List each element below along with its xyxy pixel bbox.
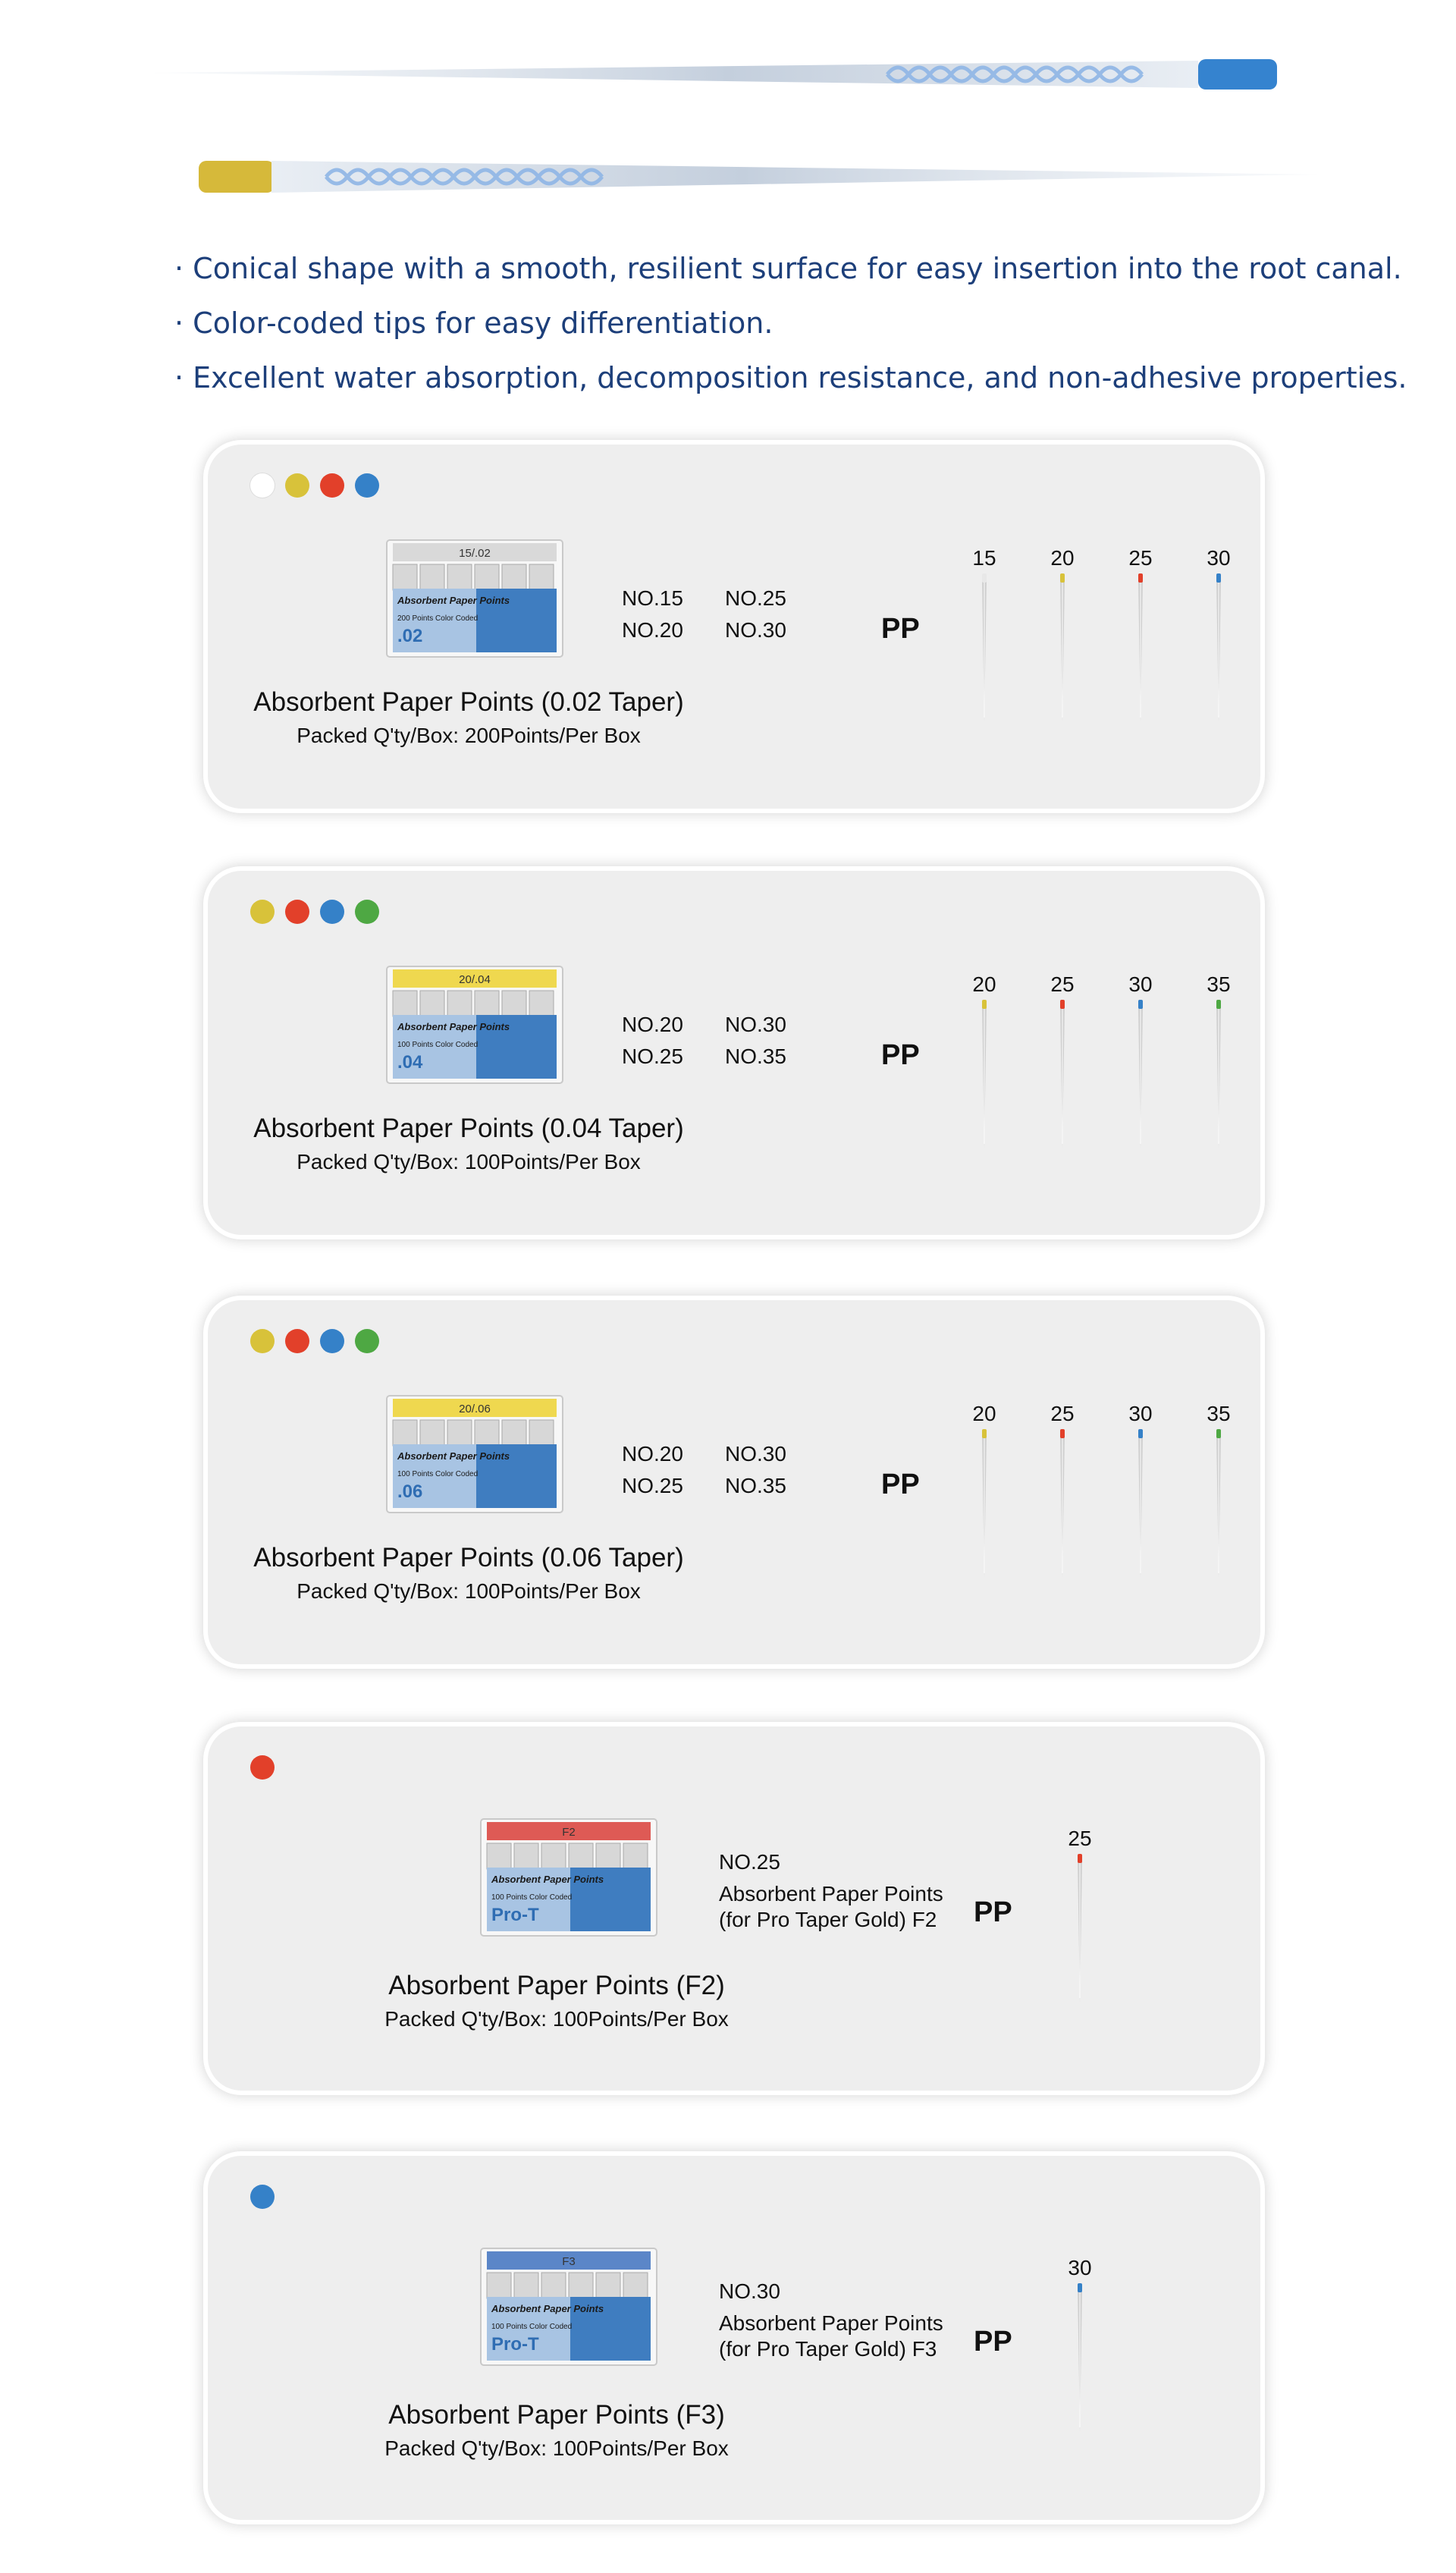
box-brand-label: Absorbent Paper Points xyxy=(397,595,510,606)
product-card-f3 xyxy=(208,2156,1260,2520)
box-count-label: 100 Points Color Coded xyxy=(491,2323,573,2331)
paper-point-size-35 xyxy=(1203,972,1234,1151)
paper-point-blue-tip xyxy=(152,59,1277,90)
box-header-label: 20/.06 xyxy=(459,1403,491,1415)
product-box-image xyxy=(385,965,564,1085)
box-count-label: 100 Points Color Coded xyxy=(397,1470,479,1478)
paper-point-needle xyxy=(1125,573,1156,725)
paper-point-size-label: 30 xyxy=(1128,1402,1153,1425)
description-line: Absorbent Paper Points xyxy=(719,1882,943,1905)
color-dot-green xyxy=(355,900,379,924)
box-brand-label: Absorbent Paper Points xyxy=(491,2303,604,2314)
box-code-label: .06 xyxy=(397,1481,423,1502)
size-description xyxy=(719,1849,943,1933)
box-code-label: .02 xyxy=(397,626,423,646)
box-count-label: 200 Points Color Coded xyxy=(397,614,479,623)
paper-point-needle xyxy=(969,573,999,725)
paper-point-size-30 xyxy=(1125,1402,1156,1581)
product-name: Absorbent Paper Points (0.02 Taper) xyxy=(253,687,684,717)
feature-item: · Conical shape with a smooth, resilient surface for easy insertion into the root canal. xyxy=(174,252,1402,285)
paper-point-size-20 xyxy=(1047,546,1078,725)
product-box-image xyxy=(385,539,564,658)
color-dot-green xyxy=(355,1329,379,1353)
size-number: NO.20 xyxy=(622,1013,683,1036)
paper-point-color-tip xyxy=(1138,1429,1143,1438)
description-line: (for Pro Taper Gold) F2 xyxy=(719,1908,937,1931)
color-dot-yellow xyxy=(285,473,309,498)
box-brand-label: Absorbent Paper Points xyxy=(491,1874,604,1885)
paper-point-needle xyxy=(1203,1429,1234,1581)
paper-point-size-label: 15 xyxy=(972,546,996,570)
paper-point-size-20 xyxy=(969,1402,999,1581)
paper-point-color-tip xyxy=(1216,1000,1221,1009)
color-dot-red xyxy=(285,900,309,924)
paper-point-color-tip xyxy=(1138,573,1143,583)
paper-point-size-15 xyxy=(969,546,999,725)
feature-list xyxy=(174,241,1407,405)
size-number: NO.25 xyxy=(622,1045,683,1068)
paper-point-size-label: 25 xyxy=(1128,546,1153,570)
product-name: Absorbent Paper Points (F3) xyxy=(388,2400,725,2430)
paper-point-color-tip xyxy=(982,573,987,583)
color-dots xyxy=(250,900,379,924)
paper-point-size-25 xyxy=(1047,972,1078,1151)
size-number: NO.35 xyxy=(725,1045,786,1068)
paper-point-needle xyxy=(1065,2283,1095,2435)
size-number: NO.30 xyxy=(725,618,786,642)
material-label: PP xyxy=(974,2326,1012,2358)
size-number: NO.30 xyxy=(725,1013,786,1036)
material-label: PP xyxy=(974,1896,1012,1928)
paper-point-color-tip xyxy=(1078,1854,1082,1863)
paper-point-size-label: 30 xyxy=(1207,546,1231,570)
paper-point-needle xyxy=(1203,573,1234,725)
size-number: NO.20 xyxy=(622,1442,683,1466)
box-code-label: Pro-T xyxy=(491,1905,539,1925)
paper-point-needle xyxy=(1203,1000,1234,1151)
size-number: NO.25 xyxy=(725,586,786,610)
size-number: NO.20 xyxy=(622,618,683,642)
packing-quantity: Packed Q'ty/Box: 100Points/Per Box xyxy=(384,2436,729,2460)
paper-point-needle xyxy=(969,1429,999,1581)
size-number: NO.25 xyxy=(622,1474,683,1497)
color-dot-blue xyxy=(250,2185,275,2209)
paper-point-needle xyxy=(1125,1429,1156,1581)
paper-point-size-25 xyxy=(1125,546,1156,725)
color-dot-red xyxy=(320,473,344,498)
size-number: NO.30 xyxy=(725,1442,786,1466)
paper-point-size-30 xyxy=(1203,546,1234,725)
paper-point-color-tip xyxy=(1060,1429,1065,1438)
product-card-f2 xyxy=(208,1726,1260,2091)
product-card-006 xyxy=(208,1300,1260,1664)
box-code-label: Pro-T xyxy=(491,2334,539,2355)
paper-point-size-label: 30 xyxy=(1068,2256,1092,2279)
paper-point-size-label: 25 xyxy=(1050,972,1075,996)
color-dot-blue xyxy=(320,900,344,924)
paper-point-color-tip xyxy=(1078,2283,1082,2292)
feature-item: · Excellent water absorption, decomposition resistance, and non-adhesive properties. xyxy=(174,361,1407,394)
paper-point-needle xyxy=(1125,1000,1156,1151)
paper-point-needle xyxy=(1047,573,1078,725)
paper-point-color-tip xyxy=(1216,1429,1221,1438)
paper-point-size-label: 35 xyxy=(1207,972,1231,996)
paper-point-size-30 xyxy=(1065,2256,1095,2435)
paper-point-color-tip xyxy=(1060,1000,1065,1009)
packing-quantity: Packed Q'ty/Box: 100Points/Per Box xyxy=(297,1579,641,1603)
paper-point-size-30 xyxy=(1125,972,1156,1151)
paper-point-needle xyxy=(969,1000,999,1151)
paper-point-size-20 xyxy=(969,972,999,1151)
paper-point-size-label: 35 xyxy=(1207,1402,1231,1425)
material-label: PP xyxy=(881,1039,920,1071)
packing-quantity: Packed Q'ty/Box: 100Points/Per Box xyxy=(384,2007,729,2031)
paper-point-needle xyxy=(1047,1429,1078,1581)
product-name: Absorbent Paper Points (F2) xyxy=(388,1971,725,2000)
paper-point-size-25 xyxy=(1065,1827,1095,2006)
product-box-image xyxy=(385,1394,564,1514)
paper-point-color-tip xyxy=(1138,1000,1143,1009)
color-dot-red xyxy=(250,1755,275,1780)
paper-point-color-tip xyxy=(1216,573,1221,583)
color-dot-yellow xyxy=(250,900,275,924)
packing-quantity: Packed Q'ty/Box: 200Points/Per Box xyxy=(297,724,641,747)
color-dot-blue xyxy=(320,1329,344,1353)
product-card-004 xyxy=(208,871,1260,1235)
color-dot-yellow xyxy=(250,1329,275,1353)
size-numbers xyxy=(622,1438,828,1502)
size-number: NO.35 xyxy=(725,1474,786,1497)
size-description xyxy=(719,2279,943,2362)
packing-quantity: Packed Q'ty/Box: 100Points/Per Box xyxy=(297,1150,641,1173)
box-count-label: 100 Points Color Coded xyxy=(491,1893,573,1902)
description-line: Absorbent Paper Points xyxy=(719,2311,943,2335)
size-numbers xyxy=(622,1009,828,1073)
color-dots xyxy=(250,2185,275,2209)
paper-point-size-label: 25 xyxy=(1050,1402,1075,1425)
box-brand-label: Absorbent Paper Points xyxy=(397,1450,510,1462)
color-dots xyxy=(250,1755,275,1780)
box-header-label: F2 xyxy=(562,1826,576,1839)
paper-point-color-tip xyxy=(982,1429,987,1438)
size-number: NO.30 xyxy=(719,2279,780,2303)
box-brand-label: Absorbent Paper Points xyxy=(397,1021,510,1032)
paper-point-color-tip xyxy=(982,1000,987,1009)
paper-point-size-label: 25 xyxy=(1068,1827,1092,1850)
box-header-label: 20/.04 xyxy=(459,973,491,986)
paper-point-size-label: 30 xyxy=(1128,972,1153,996)
paper-point-needle xyxy=(1065,1854,1095,2006)
hero-paper-points-illustration xyxy=(0,0,1456,220)
paper-point-color-tip xyxy=(1060,573,1065,583)
paper-point-size-label: 20 xyxy=(972,972,996,996)
size-number: NO.25 xyxy=(719,1850,780,1874)
box-header-label: F3 xyxy=(562,2255,576,2268)
box-count-label: 100 Points Color Coded xyxy=(397,1041,479,1049)
size-numbers xyxy=(622,583,828,646)
paper-point-size-label: 20 xyxy=(1050,546,1075,570)
color-dot-red xyxy=(285,1329,309,1353)
color-dots xyxy=(250,1329,379,1353)
product-box-image xyxy=(479,1817,658,1937)
box-header-label: 15/.02 xyxy=(459,547,491,560)
paper-point-needle xyxy=(1047,1000,1078,1151)
description-line: (for Pro Taper Gold) F3 xyxy=(719,2337,937,2361)
color-dot-white xyxy=(250,473,275,498)
box-code-label: .04 xyxy=(397,1052,423,1073)
product-name: Absorbent Paper Points (0.06 Taper) xyxy=(253,1543,684,1572)
material-label: PP xyxy=(881,613,920,645)
product-name: Absorbent Paper Points (0.04 Taper) xyxy=(253,1114,684,1143)
paper-point-size-35 xyxy=(1203,1402,1234,1581)
color-dots xyxy=(250,473,379,498)
paper-point-size-label: 20 xyxy=(972,1402,996,1425)
paper-point-size-25 xyxy=(1047,1402,1078,1581)
product-box-image xyxy=(479,2247,658,2367)
size-number: NO.15 xyxy=(622,586,683,610)
material-label: PP xyxy=(881,1469,920,1500)
color-dot-blue xyxy=(355,473,379,498)
feature-item: · Color-coded tips for easy differentiation. xyxy=(174,306,774,340)
paper-point-yellow-tip xyxy=(199,161,1320,193)
product-card-002 xyxy=(208,445,1260,809)
